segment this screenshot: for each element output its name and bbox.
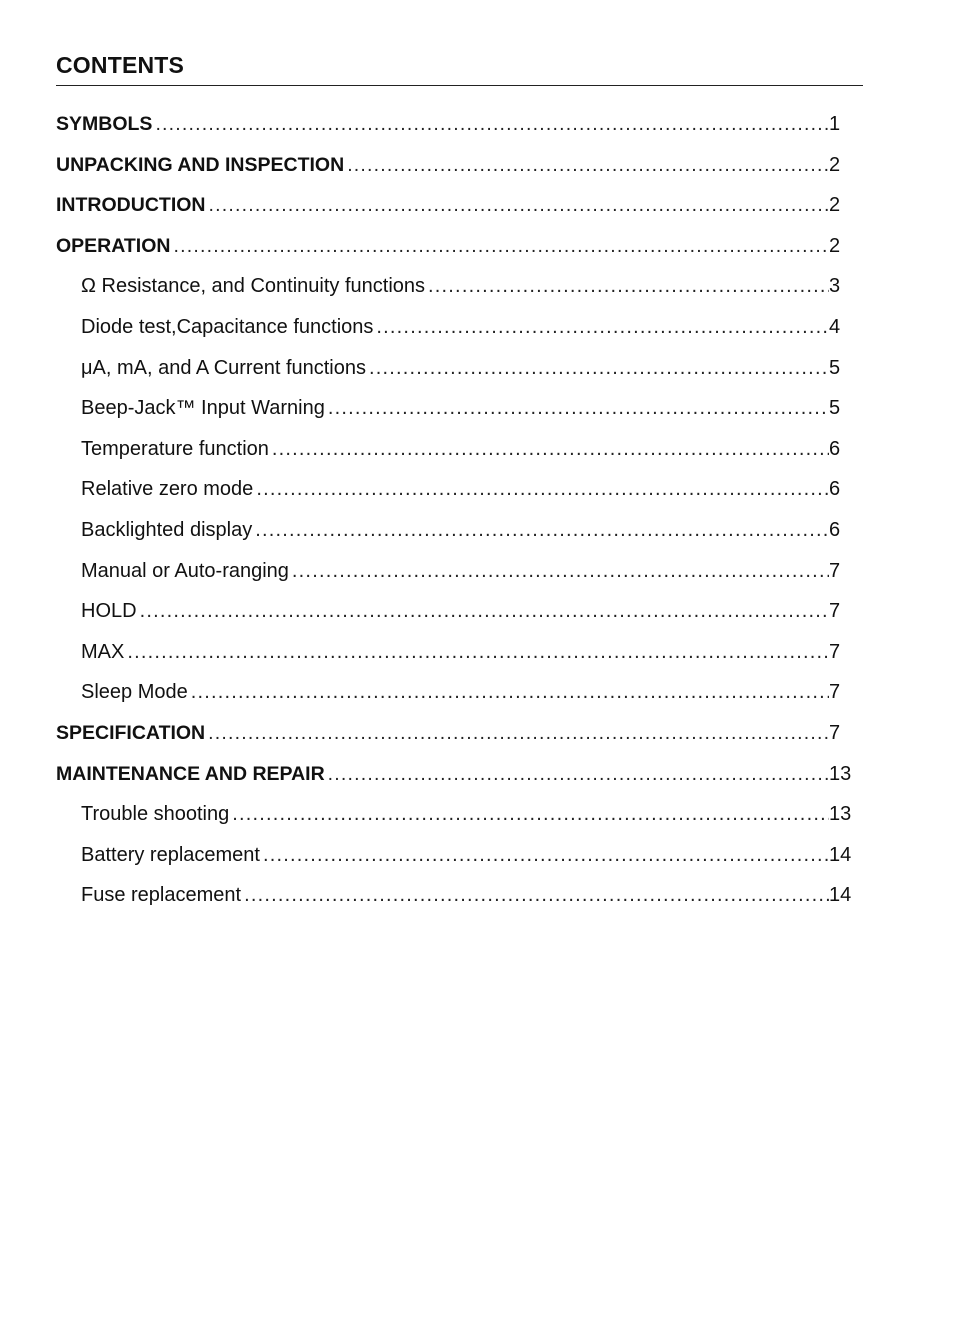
toc-entry-title: MAX bbox=[81, 640, 125, 663]
dot-leader bbox=[376, 311, 829, 343]
dot-leader bbox=[428, 270, 829, 302]
toc-entry-page-number: 1 bbox=[829, 113, 841, 135]
toc-entry-page-number: 7 bbox=[829, 681, 841, 704]
dot-leader bbox=[272, 433, 829, 465]
dot-leader bbox=[255, 514, 829, 546]
toc-entry-page-number: 6 bbox=[829, 437, 841, 460]
toc-entry[interactable] bbox=[56, 392, 856, 433]
toc-entry-title: Ω Resistance, and Continuity functions bbox=[81, 275, 426, 298]
toc-entry-page-number: 7 bbox=[829, 600, 841, 623]
toc-entry[interactable] bbox=[56, 473, 856, 514]
toc-entry-page-number: 3 bbox=[829, 275, 841, 298]
toc-entry[interactable] bbox=[56, 433, 856, 474]
toc-entry-title: Relative zero mode bbox=[81, 478, 254, 501]
heading-divider bbox=[56, 85, 863, 86]
toc-entry-page-number: 6 bbox=[829, 478, 841, 501]
toc-entry-page-number: 7 bbox=[829, 721, 841, 744]
toc-entry-title: Temperature function bbox=[81, 437, 269, 460]
toc-entry[interactable] bbox=[56, 595, 856, 636]
toc-entry[interactable] bbox=[56, 514, 856, 555]
toc-entry[interactable] bbox=[56, 879, 856, 920]
dot-leader bbox=[127, 636, 829, 668]
toc-entry-title: HOLD bbox=[81, 600, 137, 623]
dot-leader bbox=[232, 798, 829, 830]
toc-entry-title: MAINTENANCE AND REPAIR bbox=[56, 762, 325, 785]
dot-leader bbox=[328, 758, 829, 790]
toc-entry[interactable] bbox=[56, 758, 856, 799]
dot-leader bbox=[256, 473, 829, 505]
toc-entry[interactable] bbox=[56, 311, 856, 352]
toc-entry-title: Diode test,Capacitance functions bbox=[81, 315, 374, 338]
toc-entry-page-number: 7 bbox=[829, 640, 841, 663]
toc-entry-title: SPECIFICATION bbox=[56, 721, 206, 744]
dot-leader bbox=[328, 392, 829, 424]
toc-entry-page-number: 6 bbox=[829, 518, 841, 541]
table-of-contents bbox=[56, 108, 856, 920]
toc-entry-title: μA, mA, and A Current functions bbox=[81, 356, 366, 379]
toc-entry[interactable] bbox=[56, 676, 856, 717]
toc-entry[interactable] bbox=[56, 230, 856, 271]
toc-entry-title: OPERATION bbox=[56, 234, 171, 257]
dot-leader bbox=[263, 839, 829, 871]
dot-leader bbox=[209, 189, 830, 221]
toc-entry-page-number: 7 bbox=[829, 559, 841, 582]
dot-leader bbox=[155, 108, 829, 140]
page-title: CONTENTS bbox=[56, 52, 185, 78]
toc-entry-page-number: 5 bbox=[829, 397, 841, 420]
dot-leader bbox=[369, 352, 829, 384]
dot-leader bbox=[347, 149, 829, 181]
toc-entry[interactable] bbox=[56, 839, 856, 880]
toc-entry-page-number: 2 bbox=[829, 153, 841, 176]
toc-entry-page-number: 14 bbox=[829, 843, 852, 866]
toc-entry-title: UNPACKING AND INSPECTION bbox=[56, 153, 345, 176]
toc-entry-title: INTRODUCTION bbox=[56, 194, 206, 217]
toc-entry[interactable] bbox=[56, 108, 856, 149]
dot-leader bbox=[292, 555, 829, 587]
toc-entry[interactable] bbox=[56, 270, 856, 311]
dot-leader bbox=[244, 879, 829, 911]
toc-entry-title: Backlighted display bbox=[81, 518, 253, 541]
toc-entry-title: Battery replacement bbox=[81, 843, 260, 866]
toc-entry[interactable] bbox=[56, 555, 856, 596]
toc-entry[interactable] bbox=[56, 149, 856, 190]
toc-entry-page-number: 2 bbox=[829, 194, 841, 217]
toc-entry-page-number: 5 bbox=[829, 356, 841, 379]
toc-entry-page-number: 14 bbox=[829, 884, 852, 907]
toc-entry[interactable] bbox=[56, 189, 856, 230]
toc-entry[interactable] bbox=[56, 636, 856, 677]
toc-entry-title: Beep-Jack™ Input Warning bbox=[81, 397, 325, 420]
dot-leader bbox=[140, 595, 829, 627]
dot-leader bbox=[173, 230, 829, 262]
toc-entry-page-number: 13 bbox=[829, 803, 852, 826]
toc-entry[interactable] bbox=[56, 717, 856, 758]
toc-entry-title: Fuse replacement bbox=[81, 884, 242, 907]
toc-entry[interactable] bbox=[56, 798, 856, 839]
toc-entry-page-number: 13 bbox=[829, 762, 852, 785]
dot-leader bbox=[191, 676, 829, 708]
toc-entry[interactable] bbox=[56, 352, 856, 393]
dot-leader bbox=[208, 717, 829, 749]
toc-entry-page-number: 2 bbox=[829, 234, 841, 257]
toc-entry-title: Manual or Auto-ranging bbox=[81, 559, 289, 582]
toc-entry-title: SYMBOLS bbox=[56, 113, 153, 135]
toc-entry-title: Trouble shooting bbox=[81, 803, 230, 826]
toc-entry-page-number: 4 bbox=[829, 315, 841, 338]
toc-entry-title: Sleep Mode bbox=[81, 681, 188, 704]
